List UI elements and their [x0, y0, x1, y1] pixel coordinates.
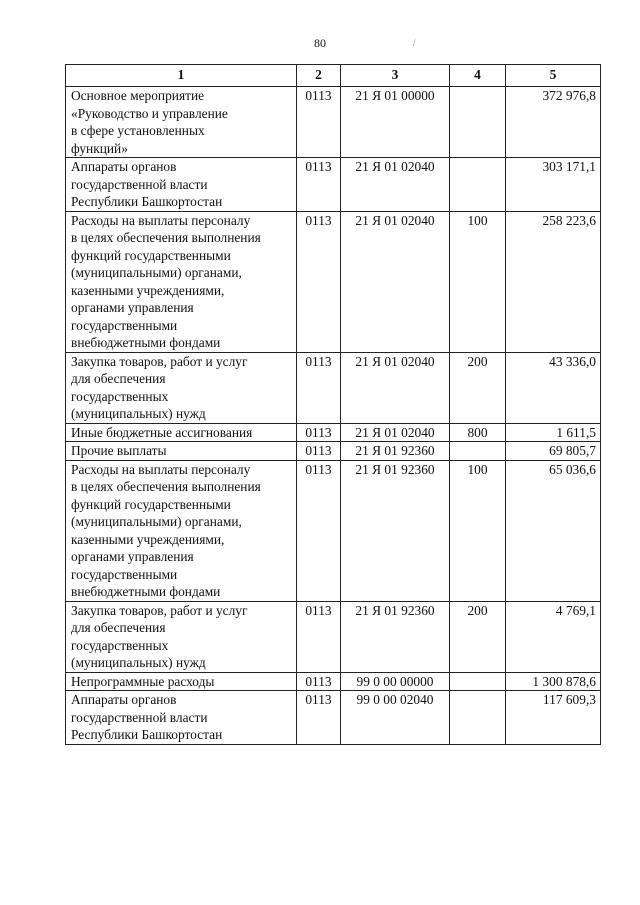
row-name-line: Закупка товаров, работ и услуг — [71, 353, 248, 369]
row-expense-type: 100 — [450, 211, 506, 352]
row-name-line: Республики Башкортостан — [71, 727, 223, 742]
row-name-line: «Руководство и управление — [71, 105, 228, 121]
row-name-line: органами управления — [71, 549, 194, 564]
table-row — [66, 672, 601, 691]
table-row — [66, 601, 601, 672]
row-amount: 69 805,7 — [506, 442, 601, 461]
row-expense-type — [450, 87, 506, 158]
row-target-article: 21 Я 01 92360 — [341, 601, 450, 672]
row-expense-type: 100 — [450, 460, 506, 601]
row-name-line: для обеспечения — [71, 620, 166, 635]
row-name — [66, 691, 297, 745]
table-row — [66, 158, 601, 212]
row-name-line: Иные бюджетные ассигнования — [71, 424, 253, 440]
row-amount: 303 171,1 — [506, 158, 601, 212]
row-amount: 1 611,5 — [506, 423, 601, 442]
row-target-article: 21 Я 01 02040 — [341, 352, 450, 423]
row-section-code: 0113 — [297, 423, 341, 442]
row-name-line: (муниципальными) органами, — [71, 514, 242, 529]
row-expense-type — [450, 672, 506, 691]
row-expense-type — [450, 691, 506, 745]
row-name-line: государственных — [71, 388, 169, 404]
table-row — [66, 442, 601, 461]
row-section-code: 0113 — [297, 158, 341, 212]
row-section-code: 0113 — [297, 87, 341, 158]
budget-table — [65, 64, 601, 745]
row-target-article: 21 Я 01 02040 — [341, 211, 450, 352]
table-row — [66, 211, 601, 352]
row-target-article: 21 Я 01 02040 — [341, 158, 450, 212]
row-name-line: Расходы на выплаты персоналу — [71, 461, 251, 477]
row-name-line: внебюджетными фондами — [71, 584, 221, 599]
row-name — [66, 442, 297, 461]
row-section-code: 0113 — [297, 672, 341, 691]
row-section-code: 0113 — [297, 601, 341, 672]
row-name-line: государственными — [71, 566, 178, 582]
row-amount: 1 300 878,6 — [506, 672, 601, 691]
header-col-1: 1 — [66, 65, 297, 87]
row-target-article: 21 Я 01 92360 — [341, 442, 450, 461]
table-row — [66, 87, 601, 158]
row-expense-type — [450, 158, 506, 212]
row-name-line: государственных — [71, 637, 169, 653]
row-name-line: функций» — [71, 140, 128, 156]
row-expense-type: 200 — [450, 352, 506, 423]
row-section-code: 0113 — [297, 691, 341, 745]
row-expense-type: 800 — [450, 423, 506, 442]
row-amount: 258 223,6 — [506, 211, 601, 352]
row-expense-type — [450, 442, 506, 461]
row-name — [66, 423, 297, 442]
row-name-line: Непрограммные расходы — [71, 673, 215, 689]
row-section-code: 0113 — [297, 352, 341, 423]
stray-mark: / — [413, 38, 416, 48]
row-name-line: государственной власти — [71, 709, 208, 725]
row-amount: 117 609,3 — [506, 691, 601, 745]
row-name-line: Расходы на выплаты персоналу — [71, 212, 251, 228]
table-body — [66, 87, 601, 745]
row-name — [66, 352, 297, 423]
table-row — [66, 423, 601, 442]
row-section-code: 0113 — [297, 460, 341, 601]
row-target-article: 21 Я 01 92360 — [341, 460, 450, 601]
row-name-line: Основное мероприятие — [71, 88, 205, 103]
table-row — [66, 691, 601, 745]
row-amount: 43 336,0 — [506, 352, 601, 423]
row-name-line: казенными учреждениями, — [71, 531, 225, 547]
row-amount: 4 769,1 — [506, 601, 601, 672]
row-name-line: Закупка товаров, работ и услуг — [71, 602, 248, 618]
row-name — [66, 460, 297, 601]
row-target-article: 21 Я 01 00000 — [341, 87, 450, 158]
row-name-line: в целях обеспечения выполнения — [71, 479, 261, 494]
row-name-line: (муниципальными) органами, — [71, 265, 242, 280]
row-name-line: (муниципальных) нужд — [71, 655, 206, 670]
row-expense-type: 200 — [450, 601, 506, 672]
row-name-line: государственной власти — [71, 176, 208, 192]
budget-table-container — [65, 64, 600, 745]
row-name-line: Республики Башкортостан — [71, 194, 223, 209]
table-row — [66, 352, 601, 423]
header-col-4: 4 — [450, 65, 506, 87]
row-name — [66, 158, 297, 212]
row-name — [66, 87, 297, 158]
row-name — [66, 672, 297, 691]
row-name — [66, 601, 297, 672]
row-name-line: государственными — [71, 317, 178, 333]
row-name-line: для обеспечения — [71, 371, 166, 386]
row-name-line: Прочие выплаты — [71, 443, 167, 458]
header-col-3: 3 — [341, 65, 450, 87]
row-name-line: органами управления — [71, 300, 194, 315]
row-target-article: 99 0 00 02040 — [341, 691, 450, 745]
row-section-code: 0113 — [297, 211, 341, 352]
row-target-article: 21 Я 01 02040 — [341, 423, 450, 442]
table-row — [66, 460, 601, 601]
row-name-line: в сфере установленных — [71, 123, 205, 138]
header-col-5: 5 — [506, 65, 601, 87]
header-col-2: 2 — [297, 65, 341, 87]
row-name-line: в целях обеспечения выполнения — [71, 230, 261, 245]
header-row — [66, 65, 601, 87]
row-section-code: 0113 — [297, 442, 341, 461]
row-name-line: Аппараты органов — [71, 692, 177, 707]
row-name-line: функций государственными — [71, 247, 231, 263]
row-name-line: функций государственными — [71, 496, 231, 512]
row-name — [66, 211, 297, 352]
row-name-line: (муниципальных) нужд — [71, 406, 206, 421]
row-amount: 65 036,6 — [506, 460, 601, 601]
row-name-line: Аппараты органов — [71, 159, 177, 174]
row-name-line: казенными учреждениями, — [71, 282, 225, 298]
page-number: 80 — [314, 36, 326, 50]
row-name-line: внебюджетными фондами — [71, 335, 221, 350]
row-amount: 372 976,8 — [506, 87, 601, 158]
row-target-article: 99 0 00 00000 — [341, 672, 450, 691]
